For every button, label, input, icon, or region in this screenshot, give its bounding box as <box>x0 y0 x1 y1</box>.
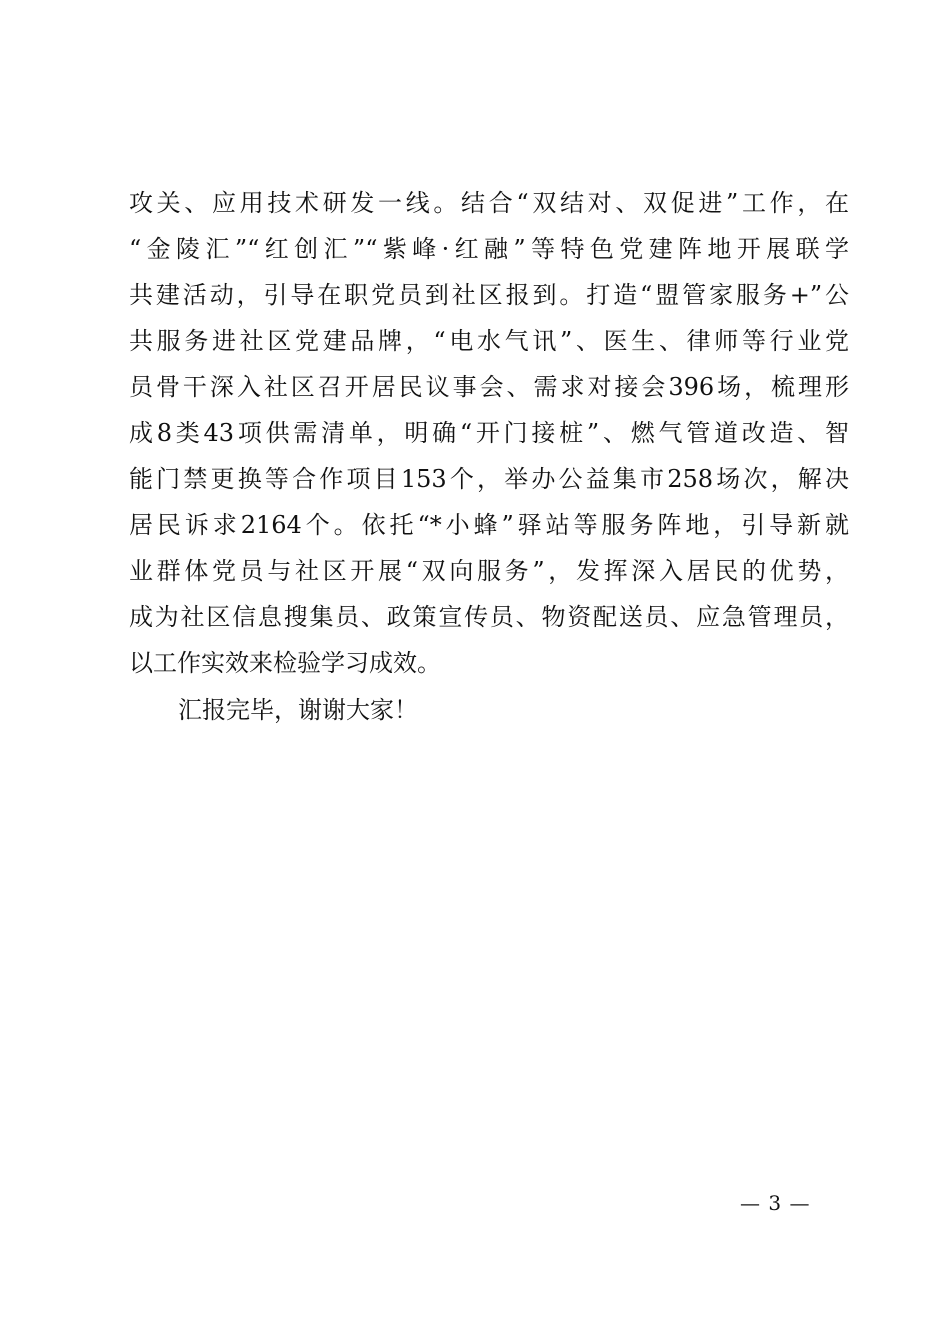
paragraph-line: 业群体党员与社区开展“双向服务”，发挥深入居民的优势， <box>129 557 849 585</box>
body-paragraph <box>129 180 849 686</box>
paragraph-line: 以工作实效来检验学习成效。 <box>129 649 441 677</box>
paragraph-line: 共建活动，引导在职党员到社区报到。打造“盟管家服务+”公 <box>129 281 849 309</box>
paragraph-line: 能门禁更换等合作项目153个，举办公益集市258场次，解决 <box>129 465 849 493</box>
paragraph-line: 成为社区信息搜集员、政策宣传员、物资配送员、应急管理员， <box>129 603 849 631</box>
paragraph-line: 员骨干深入社区召开居民议事会、需求对接会396场，梳理形 <box>129 373 849 401</box>
closing-remark: 汇报完毕，谢谢大家！ <box>178 696 418 724</box>
page-number: — 3 — <box>740 1191 811 1215</box>
paragraph-line: 成8类43项供需清单，明确“开门接桩”、燃气管道改造、智 <box>129 419 849 447</box>
paragraph-line: 攻关、应用技术研发一线。结合“双结对、双促进”工作，在 <box>129 189 849 217</box>
paragraph-line: 共服务进社区党建品牌，“电水气讯”、医生、律师等行业党 <box>129 327 849 355</box>
paragraph-line: “金陵汇”“红创汇”“紫峰·红融”等特色党建阵地开展联学 <box>129 235 849 263</box>
paragraph-line: 居民诉求2164个。依托“*小蜂”驿站等服务阵地，引导新就 <box>129 511 849 539</box>
